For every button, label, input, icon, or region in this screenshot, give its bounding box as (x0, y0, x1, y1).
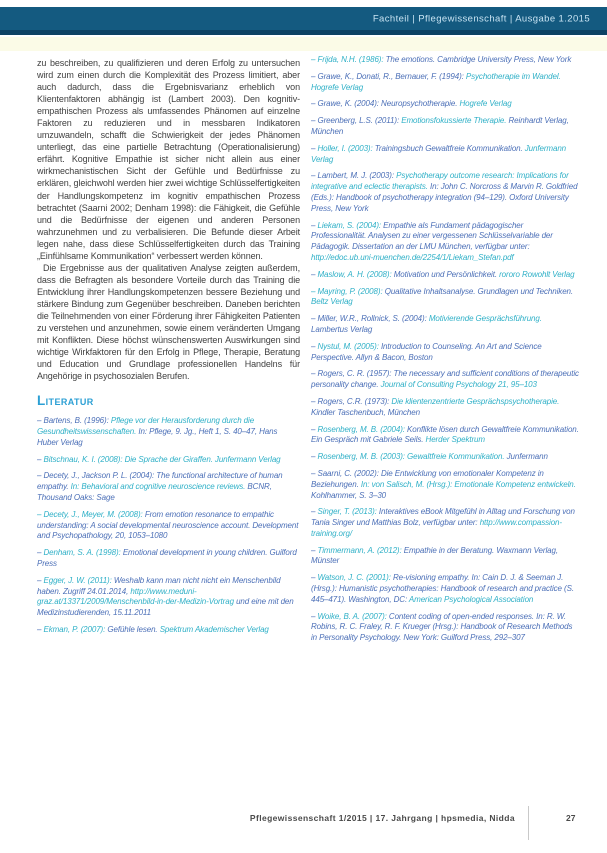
reference-item (37, 510, 300, 542)
reference-item (311, 314, 579, 336)
reference-item (311, 452, 579, 463)
reference-text-segment: Hogrefe Verlag (459, 99, 512, 109)
reference-text-segment: und eine mit den Medizinstudierenden, 15.11.2011 (37, 597, 294, 618)
reference-text-segment: In: John C. Norcross & Marvin R. Goldfried (Eds.): Handbook of psychotherapy integration (94–129). Oxford University Press, New York (311, 182, 578, 213)
reference-text-segment: – (37, 454, 44, 464)
reference-text-segment: – Greenberg, L.S. (2011): (311, 116, 402, 126)
reference-text-segment: Die Entwicklung von emotionaler Kompetenz in Beziehungen. (311, 468, 544, 489)
article-column-left (37, 57, 300, 642)
reference-text-segment: – (311, 220, 318, 230)
reference-item (311, 144, 579, 166)
reference-text-segment: – Rogers, C. R. (1957): (311, 369, 394, 379)
references-list-left (37, 416, 300, 636)
reference-text-segment: Holler, I. (2003): (317, 143, 375, 153)
footer-page-number: 27 (566, 813, 576, 823)
reference-text-segment: In: von Salisch, M. (Hrsg.): Emotionale Kompetenz entwickeln. (360, 479, 576, 489)
reference-text-segment: Gewaltfreie Kommunikation. (407, 452, 507, 462)
literatur-heading: Literatur (37, 393, 94, 409)
reference-text-segment: Liekam, S. (2004): (317, 220, 384, 230)
reference-item (311, 116, 579, 138)
reference-item (311, 342, 579, 364)
reference-text-segment: Hogrefe Verlag (311, 82, 364, 92)
reference-text-segment: – (311, 341, 318, 351)
reference-text-segment: Herder Spektrum (425, 435, 485, 445)
reference-item (311, 573, 579, 605)
reference-text-segment: http://www.meduni-graz.at/13371/2009/Menschenbild-in-der-Medizin-Vortrag (37, 586, 237, 607)
reference-text-segment: Rosenberg, M. B. (2003): (317, 452, 408, 462)
reference-text-segment: Neuropsychotherapie. (381, 99, 460, 109)
reference-item (311, 425, 579, 447)
reference-text-segment: Bitschnau, K. I. (2008): Die Sprache der Giraffen. Junfermann Verlag (43, 454, 281, 464)
header-accent-strip (0, 37, 607, 51)
reference-text-segment: – (37, 548, 44, 558)
reference-text-segment: Re-visioning empathy. In: Cain D. J. & Seeman J. (Hrsg.): Humanistic psychotherapies: Handbook of research and practice (S. 445–471). Washington, DC: (311, 573, 574, 604)
reference-text-segment: – Decety, J., Meyer, M. (2008): (37, 509, 145, 519)
reference-text-segment: Psychotherapy outcome research: Implications for integrative and eclectic therapists. (311, 171, 569, 192)
reference-item (37, 416, 300, 448)
reference-text-segment: Ekman, P. (2007): (43, 625, 108, 635)
reference-item (311, 546, 579, 568)
reference-text-segment: Spektrum Akademischer Verlag (159, 625, 269, 635)
reference-text-segment: Denham, S. A. (1998): (43, 548, 123, 558)
reference-text-segment: In: Behavioral and cognitive neuroscience reviews. (70, 482, 248, 492)
reference-item (37, 625, 300, 636)
reference-text-segment: Journal of Consulting Psychology 21, 95–103 (380, 380, 537, 390)
reference-text-segment: http://edoc.ub.uni-muenchen.de/2254/1/Liekam_Stefan.pdf (311, 252, 514, 262)
footer-journal-info: Pflegewissenschaft 1/2015 | 17. Jahrgang | hpsmedia, Nidda (249, 813, 515, 823)
reference-text-segment: Kohlhammer, S. 3–30 (311, 490, 387, 500)
header-bar (0, 7, 607, 30)
reference-item (311, 221, 579, 264)
reference-text-segment: From emotion resonance to empathic understanding: A social developmental neuroscience account. Development and Psychopathology, 20, 1053–1080 (37, 509, 299, 541)
reference-text-segment: – Decety, J., Jackson P. L. (2004): The functional architecture of human empathy. (37, 471, 283, 492)
reference-text-segment: Interaktives eBook Mitgefühl in Alltag und Forschung von Tania Singer und Matthias Bolz, verfügbar unter: (311, 507, 575, 528)
reference-text-segment: – Rogers, C.R. (1973): (311, 396, 392, 406)
reference-text-segment: Motivation und Persönlichkeit. (393, 269, 500, 279)
reference-text-segment: – Frijda, N.H. (1986): (311, 55, 386, 64)
reference-item (311, 55, 579, 66)
reference-text-segment: In: Pflege, 9. Jg., Heft 1, S. 40–47, Hans Huber Verlag (37, 427, 278, 447)
reference-text-segment: – (37, 575, 44, 585)
reference-text-segment: Maslow, A. H. (2008): (317, 269, 394, 279)
reference-text-segment: Watson, J. C. (2001): (317, 573, 393, 583)
reference-text-segment: Kindler Taschenbuch, München (311, 407, 420, 417)
reference-item (311, 270, 579, 281)
reference-text-segment: Junfermann Verlag (311, 143, 567, 164)
reference-text-segment: – Grawe, K., Donati, R., Bernauer, F. (1994): (311, 71, 466, 81)
reference-text-segment: Egger, J. W. (2011): (43, 575, 114, 585)
reference-item (311, 507, 579, 539)
reference-item (311, 287, 579, 309)
reference-item (37, 471, 300, 503)
reference-text-segment: Waxmann Verlag, Münster (311, 545, 558, 566)
reference-text-segment: rororo Rowohlt Verlag (499, 269, 575, 279)
reference-text-segment: Lambertus Verlag (311, 324, 373, 334)
reference-text-segment: – Lambert, M. J. (2003): (311, 171, 397, 181)
body-paragraph: zu beschreiben, zu qualifizieren und deren Erfolg zu untersuchen wird zum einen durch die Komplexität des Prozess limitiert, aber auch dadurch, dass die Ergebnisvarianz erheblich von Klientenfaktoren abhängig ist (Lambert 2003). Den kognitiv- empathischen Prozess als umfassendes Phänomen auf einzelne Faktoren zu reduzieren und in messbaren Indikatoren umzuwandeln, schafft die Schwierigkeit der jedes Phänomen unterliegt, das eine partielle Betrachtung (Operationalisierung) erfährt. Kognitive Empathie ist sicher nicht allein aus einer wirkmechanistischen Sicht der Gefühle und Bedürfnisse zu erklären, gleichwohl werden hier zwei wichtige Schlüsselfertigkeiten der Handlungskompetenz im kognitiv empathischen Prozess betrachtet (Saarni 2002; Denham 1998): die Fähigkeit, die Gefühle und die Bedürfnisse der eigenen und anderen Personen wahrzunehmen und zu verbalisieren. Die Befunde dieser Arbeit legen nahe, dass diese Schlüsselfertigkeiten durch das Training „Einfühlsame Kommunikation“ verbessert werden können. (37, 58, 300, 261)
header-divider-line (0, 30, 607, 35)
reference-text-segment: Introduction to Counseling. An Art and Science Perspective. Allyn & Bacon, Boston (311, 341, 542, 362)
reference-text-segment: New York: Guilford Press, 292–307 (403, 633, 525, 643)
reference-item (311, 369, 579, 391)
reference-item (37, 576, 300, 619)
reference-text-segment: Emotional development in young children. Guilford Press (37, 548, 297, 569)
reference-text-segment: – (311, 507, 318, 517)
reference-text-segment: The necessary and sufficient conditions of therapeutic personality change. (311, 369, 579, 390)
reference-item (311, 72, 579, 94)
reference-text-segment: – (311, 545, 318, 555)
reference-text-segment: Konflikte lösen durch Gewaltfreie Kommunikation. Ein Gespräch mit Gabriele Seils. (311, 424, 579, 445)
reference-text-segment: – Miller, W.R., Rollnick, S. (2004): (311, 314, 429, 324)
reference-text-segment: http://www.compassion-training.org/ (311, 518, 562, 538)
reference-item (311, 469, 579, 501)
footer-divider (528, 806, 529, 840)
reference-text-segment: Reinhardt Verlag, München (311, 116, 569, 136)
reference-text-segment: Qualitative Inhaltsanalyse. Grundlagen und Techniken. (384, 286, 574, 296)
reference-text-segment: Woike, B. A. (2007): (317, 611, 389, 621)
reference-text-segment: Beltz Verlag (311, 297, 353, 307)
reference-text-segment: – (311, 611, 318, 621)
reference-text-segment: – (311, 424, 318, 434)
reference-text-segment: Content coding of open-ended responses. In: R. W. Robins, R. C. Fraley, R. F. Krueger (Hrsg.): Handbook of Research Methods in Personality Psychology. (311, 611, 573, 643)
reference-item (37, 455, 300, 466)
reference-text-segment: Nystul, M. (2005): (317, 341, 381, 351)
reference-text-segment: BCNR, Thousand Oaks: Sage (37, 482, 272, 503)
reference-item (311, 397, 579, 419)
body-paragraph: Die Ergebnisse aus der qualitativen Analyse zeigten außerdem, dass die Befragten als besondere Vorteile durch das Training die Entwicklung ihrer Handlungskompetenzen bessere Beziehung und stärkere Bindung zum Gegenüber beschreiben. Daneben berichten die Teilnehmenden von einer Förderung ihrer Fähigkeiten Patienten zu verstehen und anzunehmen, sowie einem veränderten Umgang mit Konflikten. Diese höchst wünschenswerten Auswirkungen sind wichtige Wirkfaktoren für den Erfolg in Pflege, Therapie, Beratung und Education und Grundlage professionellen Handelns für Angehörige in psychosozialen Berufen. (37, 262, 300, 382)
references-column-right (311, 55, 579, 650)
reference-text-segment: Die klientenzentrierte Gesprächspsychotherapie. (391, 396, 560, 406)
reference-text-segment: American Psychological Association (408, 594, 534, 604)
reference-item (311, 612, 579, 644)
reference-text-segment: Rosenberg, M. B. (2004): (317, 424, 408, 434)
reference-text-segment: Pflege vor der Herausforderung durch die Gesundheitswissenschaften. (37, 416, 255, 437)
reference-text-segment: – Saarni, C. (2002): (311, 468, 381, 478)
reference-item (311, 171, 579, 214)
reference-text-segment: – Mayring, P. (2008): (311, 286, 385, 296)
reference-item (37, 548, 300, 570)
reference-text-segment: Weshalb kann man nicht nicht ein Menschenbild haben. Zugriff 24.01.2014, (37, 575, 281, 596)
reference-text-segment: Empathie in der Beratung. (403, 545, 497, 555)
reference-text-segment: – Grawe, K. (2004): (311, 99, 382, 109)
reference-text-segment: Timmermann, A. (2012): (317, 545, 404, 555)
reference-text-segment: – (311, 269, 318, 279)
reference-text-segment: Gefühle lesen. (107, 625, 160, 635)
reference-item (311, 99, 579, 110)
reference-text-segment: – (311, 452, 318, 462)
references-list-right (311, 55, 579, 644)
reference-text-segment: Singer, T. (2013): (317, 507, 379, 517)
reference-text-segment: Empathie als Fundament pädagogischer Professionalität. Analysen zu einer vergessenen Schlüsselvariable der Pädagogik. Dissertation an der LMU München, verfügbar unter: (311, 220, 553, 252)
reference-text-segment: Motivierende Gesprächsführung. (428, 314, 542, 324)
reference-text-segment: – Bartens, B. (1996): (37, 416, 111, 426)
reference-text-segment: Junfermann (506, 452, 548, 462)
reference-text-segment: – (311, 143, 318, 153)
reference-text-segment: Emotionsfokussierte Therapie. (401, 116, 509, 126)
reference-text-segment: The emotions. Cambridge University Press, New York (385, 55, 572, 64)
reference-text-segment: – (37, 625, 44, 635)
reference-text-segment: Trainingsbuch Gewaltfreie Kommunikation. (374, 143, 525, 153)
header-breadcrumb: Fachteil | Pflegewissenschaft | Ausgabe 1.2015 (372, 13, 590, 24)
reference-text-segment: Psychotherapie im Wandel. (465, 71, 561, 81)
reference-text-segment: – (311, 573, 318, 583)
